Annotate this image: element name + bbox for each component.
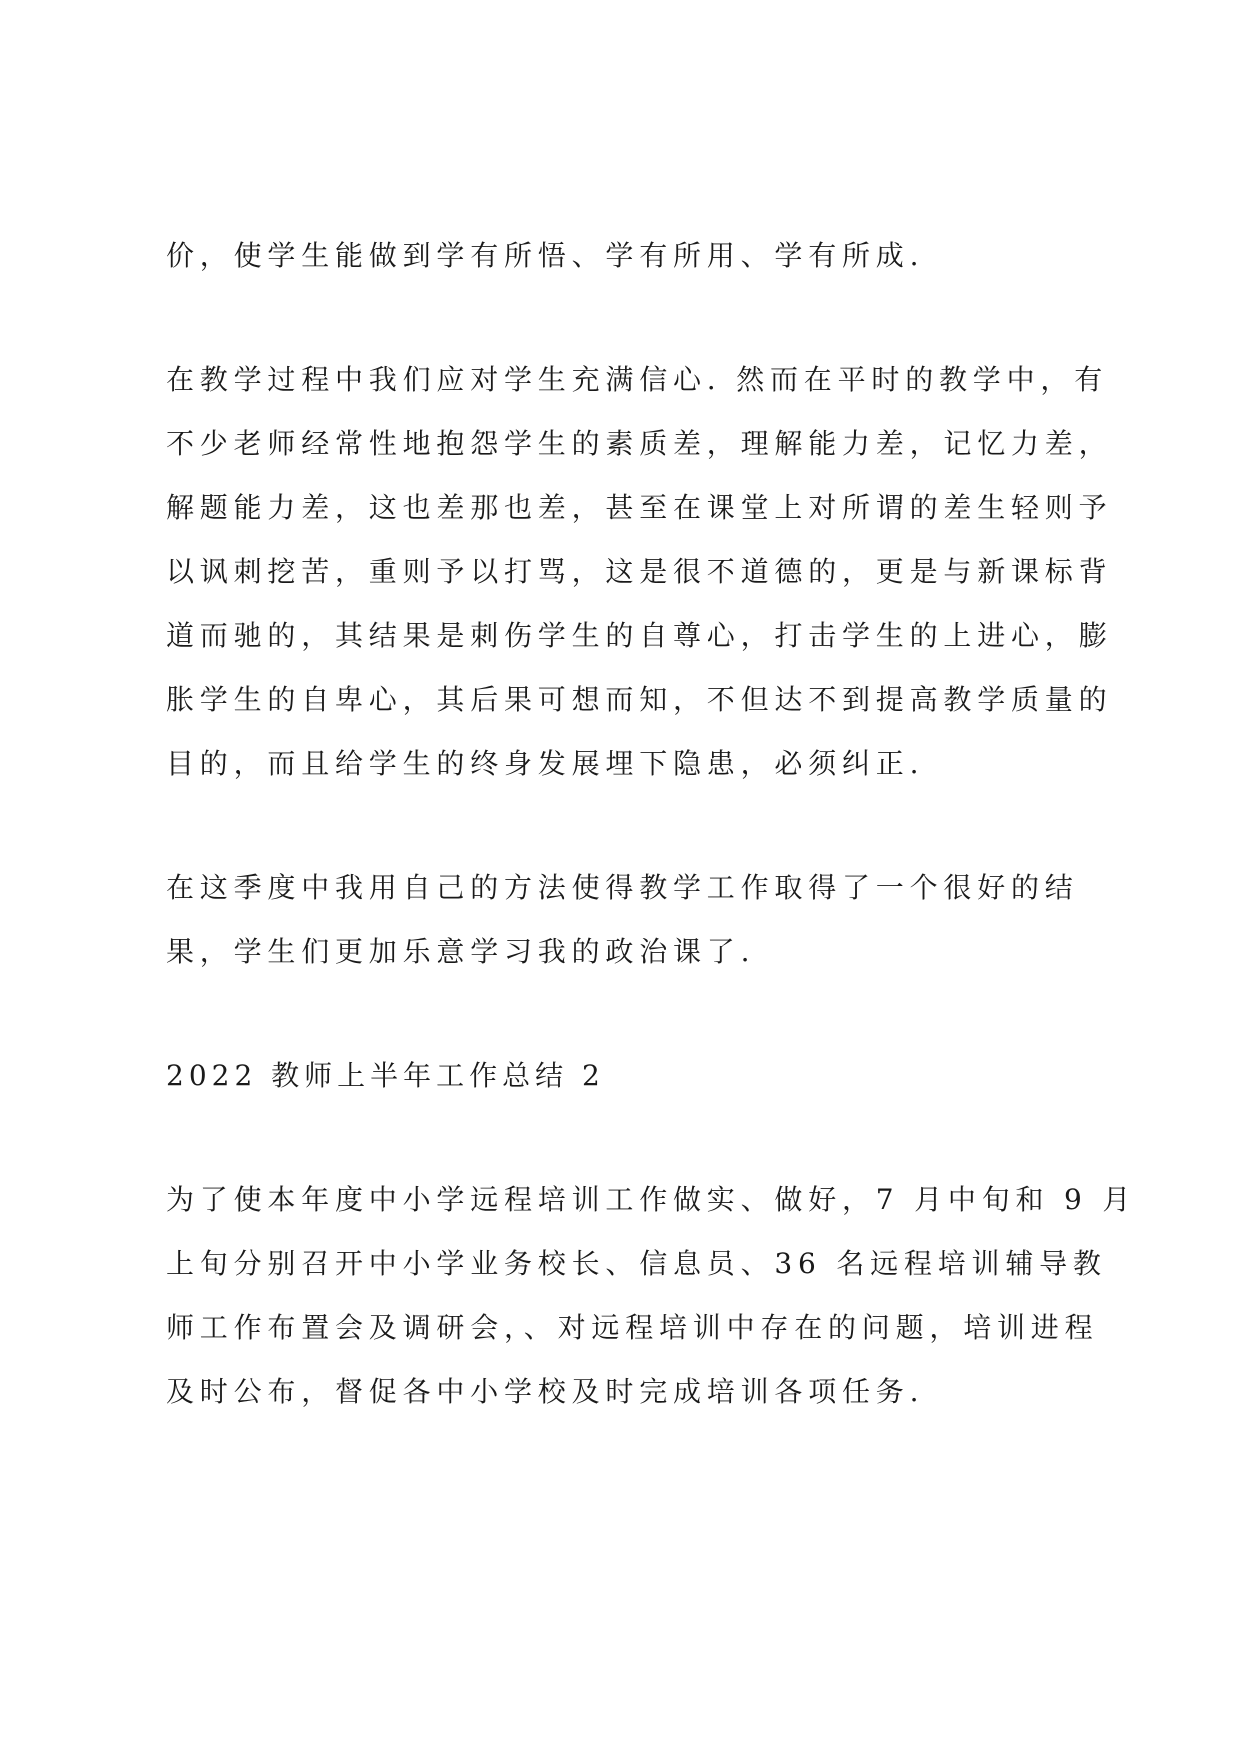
paragraph-2-line-6: 胀学生的自卑心，其后果可想而知，不但达不到提高教学质量的 [166,683,1113,716]
paragraph-2-line-7: 目的，而且给学生的终身发展埋下隐患，必须纠正. [166,747,925,780]
paragraph-4-line-2: 上旬分别召开中小学业务校长、信息员、36 名远程培训辅导教 [166,1247,1107,1280]
paragraph-4-line-4: 及时公布，督促各中小学校及时完成培训各项任务. [166,1375,925,1408]
paragraph-2-line-2: 不少老师经常性地抱怨学生的素质差，理解能力差，记忆力差， [166,427,1113,460]
paragraph-2-line-4: 以讽刺挖苦，重则予以打骂，这是很不道德的，更是与新课标背 [166,555,1113,588]
paragraph-4-line-1: 为了使本年度中小学远程培训工作做实、做好，7 月中旬和 9 月 [166,1183,1137,1216]
paragraph-2-line-3: 解题能力差，这也差那也差，甚至在课堂上对所谓的差生轻则予 [166,491,1113,524]
paragraph-2-line-5: 道而驰的，其结果是刺伤学生的自尊心，打击学生的上进心，膨 [166,619,1113,652]
paragraph-4-line-3: 师工作布置会及调研会，、对远程培训中存在的问题，培训进程 [166,1311,1099,1344]
paragraph-3-line-2: 果，学生们更加乐意学习我的政治课了. [166,935,756,968]
paragraph-3-line-1: 在这季度中我用自己的方法使得教学工作取得了一个很好的结 [166,871,1079,904]
section-heading: 2022 教师上半年工作总结 2 [166,1059,605,1092]
paragraph-2-line-1: 在教学过程中我们应对学生充满信心. 然而在平时的教学中，有 [166,363,1109,396]
paragraph-1-line-1: 价，使学生能做到学有所悟、学有所用、学有所成. [166,239,925,272]
